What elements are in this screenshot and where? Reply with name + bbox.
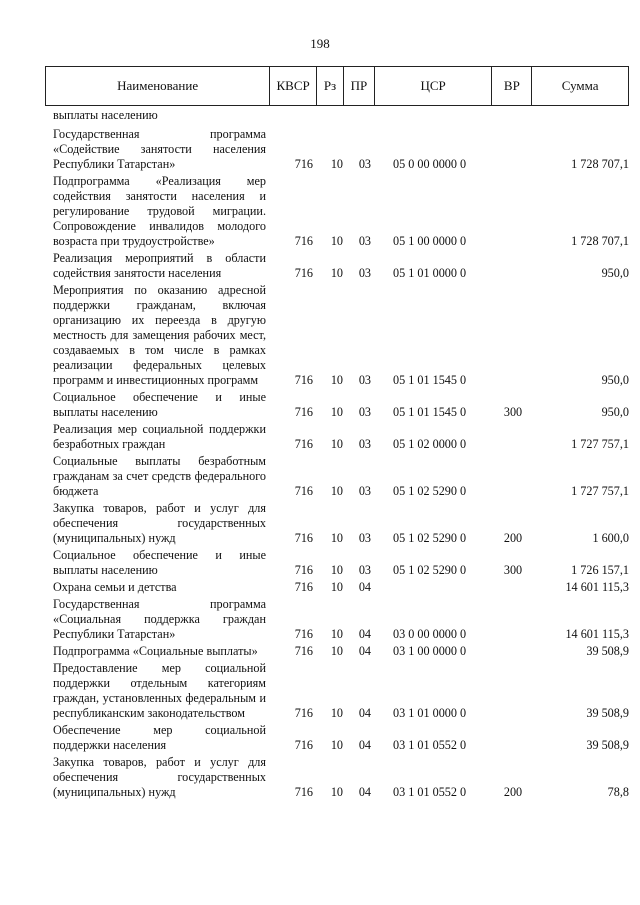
cell-name: Реализация мероприятий в области содействия занятости населения <box>53 251 266 280</box>
cell-rz: 10 <box>330 785 343 799</box>
cell-pr: 04 <box>358 785 371 799</box>
cell-rz: 10 <box>330 157 343 171</box>
table-row <box>45 174 629 249</box>
table-row <box>45 251 629 281</box>
cell-kvsr: 716 <box>294 785 313 799</box>
cell-sum: 1 728 707,1 <box>571 234 629 248</box>
cell-vr: 300 <box>503 563 523 577</box>
cell-rz: 10 <box>330 580 343 594</box>
table-header <box>45 66 629 106</box>
cell-rz: 10 <box>330 531 343 545</box>
cell-kvsr: 716 <box>294 531 313 545</box>
cell-rz: 10 <box>330 484 343 498</box>
table-row <box>45 454 629 499</box>
cell-name: Социальное обеспечение и иные выплаты населению <box>53 548 266 577</box>
column-header-name: Наименование <box>46 67 270 105</box>
cell-sum: 39 508,9 <box>586 706 629 720</box>
cell-kvsr: 716 <box>294 437 313 451</box>
cell-sum: 950,0 <box>601 373 629 387</box>
cell-pr: 03 <box>358 157 371 171</box>
cell-pr: 03 <box>358 266 371 280</box>
table-row <box>45 661 629 721</box>
cell-csr: 05 1 02 5290 0 <box>393 531 467 545</box>
cell-csr: 03 1 00 0000 0 <box>393 644 467 658</box>
cell-sum: 39 508,9 <box>586 738 629 752</box>
cell-rz: 10 <box>330 266 343 280</box>
cell-name: Государственная программа «Содействие занятости населения Республики Татарстан» <box>53 127 266 171</box>
column-header-rz: Рз <box>317 67 344 105</box>
cell-csr: 05 1 02 5290 0 <box>393 484 467 498</box>
cell-pr: 04 <box>358 644 371 658</box>
cell-csr: 05 1 01 1545 0 <box>393 373 467 387</box>
cell-kvsr: 716 <box>294 644 313 658</box>
cell-vr: 200 <box>503 531 523 545</box>
cell-sum: 1 728 707,1 <box>571 157 629 171</box>
cell-pr: 04 <box>358 580 371 594</box>
cell-pr: 03 <box>358 437 371 451</box>
cell-rz: 10 <box>330 234 343 248</box>
cell-name: Подпрограмма «Социальные выплаты» <box>53 644 258 658</box>
cell-name: Социальные выплаты безработным гражданам за счет средств федерального бюджета <box>53 454 266 498</box>
cell-pr: 03 <box>358 563 371 577</box>
cell-sum: 1 726 157,1 <box>571 563 629 577</box>
table-row <box>45 548 629 578</box>
cell-rz: 10 <box>330 437 343 451</box>
cell-kvsr: 716 <box>294 738 313 752</box>
cell-sum: 14 601 115,3 <box>565 580 629 594</box>
cell-sum: 950,0 <box>601 266 629 280</box>
cell-name: Реализация мер социальной поддержки безработных граждан <box>53 422 266 451</box>
cell-name: Закупка товаров, работ и услуг для обеспечения государственных (муниципальных) нужд <box>53 755 266 799</box>
cell-csr: 05 1 02 0000 0 <box>393 437 467 451</box>
table-row <box>45 422 629 452</box>
cell-kvsr: 716 <box>294 580 313 594</box>
cell-name: Обеспечение мер социальной поддержки населения <box>53 723 266 752</box>
table-row <box>45 108 629 123</box>
table-row <box>45 755 629 800</box>
cell-name: выплаты населению <box>53 108 158 122</box>
cell-name: Закупка товаров, работ и услуг для обеспечения государственных (муниципальных) нужд <box>53 501 266 545</box>
cell-kvsr: 716 <box>294 627 313 641</box>
cell-kvsr: 716 <box>294 405 313 419</box>
page-number: 198 <box>310 36 330 51</box>
cell-csr: 05 1 01 1545 0 <box>393 405 467 419</box>
column-header-sum: Сумма <box>561 78 599 93</box>
cell-kvsr: 716 <box>294 234 313 248</box>
cell-kvsr: 716 <box>294 373 313 387</box>
cell-csr: 03 1 01 0552 0 <box>393 738 467 752</box>
column-header-csr: ЦСР <box>375 67 493 105</box>
cell-csr: 03 0 00 0000 0 <box>393 627 467 641</box>
cell-pr: 04 <box>358 627 371 641</box>
cell-csr: 05 1 02 5290 0 <box>393 563 467 577</box>
cell-rz: 10 <box>330 563 343 577</box>
table-row <box>45 127 629 172</box>
cell-csr: 05 0 00 0000 0 <box>393 157 467 171</box>
cell-rz: 10 <box>330 738 343 752</box>
cell-sum: 1 727 757,1 <box>571 437 629 451</box>
cell-csr: 05 1 01 0000 0 <box>393 266 467 280</box>
cell-kvsr: 716 <box>294 484 313 498</box>
cell-csr: 03 1 01 0552 0 <box>393 785 467 799</box>
cell-vr: 200 <box>503 785 523 799</box>
cell-pr: 03 <box>358 234 371 248</box>
budget-table-body <box>45 106 629 800</box>
cell-rz: 10 <box>330 627 343 641</box>
cell-rz: 10 <box>330 405 343 419</box>
table-row <box>45 723 629 753</box>
cell-vr: 300 <box>503 405 523 419</box>
column-header-pr: ПР <box>344 67 375 105</box>
cell-kvsr: 716 <box>294 266 313 280</box>
cell-pr: 03 <box>358 484 371 498</box>
cell-kvsr: 716 <box>294 157 313 171</box>
cell-sum: 1 727 757,1 <box>571 484 629 498</box>
table-row <box>45 390 629 420</box>
cell-sum: 78,8 <box>607 785 629 799</box>
cell-rz: 10 <box>330 706 343 720</box>
cell-name: Предоставление мер социальной поддержки отдельным категориям граждан, установленных федеральным и республиканским законодательством <box>53 661 266 720</box>
cell-pr: 03 <box>358 531 371 545</box>
table-row <box>45 597 629 642</box>
cell-kvsr: 716 <box>294 706 313 720</box>
table-row <box>45 501 629 546</box>
cell-sum: 1 600,0 <box>592 531 629 545</box>
cell-csr: 05 1 00 0000 0 <box>393 234 467 248</box>
cell-sum: 39 508,9 <box>586 644 629 658</box>
cell-name: Мероприятия по оказанию адресной поддержки гражданам, включая организацию их переезда в другую местность для замещения рабочих мест, создаваемых в том числе в рамках реализации федеральных целевых программ и инвестиционных программ <box>53 283 266 387</box>
cell-name: Подпрограмма «Реализация мер содействия занятости населения и регулирование трудовой миграции. Сопровождение инвалидов молодого возраста при трудоустройстве» <box>53 174 266 248</box>
cell-pr: 03 <box>358 405 371 419</box>
cell-name: Социальное обеспечение и иные выплаты населению <box>53 390 266 419</box>
cell-sum: 14 601 115,3 <box>565 627 629 641</box>
table-row <box>45 283 629 388</box>
column-header-vr: ВР <box>492 67 532 105</box>
cell-pr: 03 <box>358 373 371 387</box>
column-header-kvsr: КВСР <box>270 67 317 105</box>
table-row <box>45 644 629 659</box>
cell-sum: 950,0 <box>601 405 629 419</box>
cell-csr: 03 1 01 0000 0 <box>393 706 467 720</box>
table-row <box>45 580 629 595</box>
cell-pr: 04 <box>358 706 371 720</box>
cell-pr: 04 <box>358 738 371 752</box>
cell-rz: 10 <box>330 644 343 658</box>
cell-kvsr: 716 <box>294 563 313 577</box>
cell-name: Государственная программа «Социальная поддержка граждан Республики Татарстан» <box>53 597 266 641</box>
cell-name: Охрана семьи и детства <box>53 580 177 594</box>
cell-rz: 10 <box>330 373 343 387</box>
